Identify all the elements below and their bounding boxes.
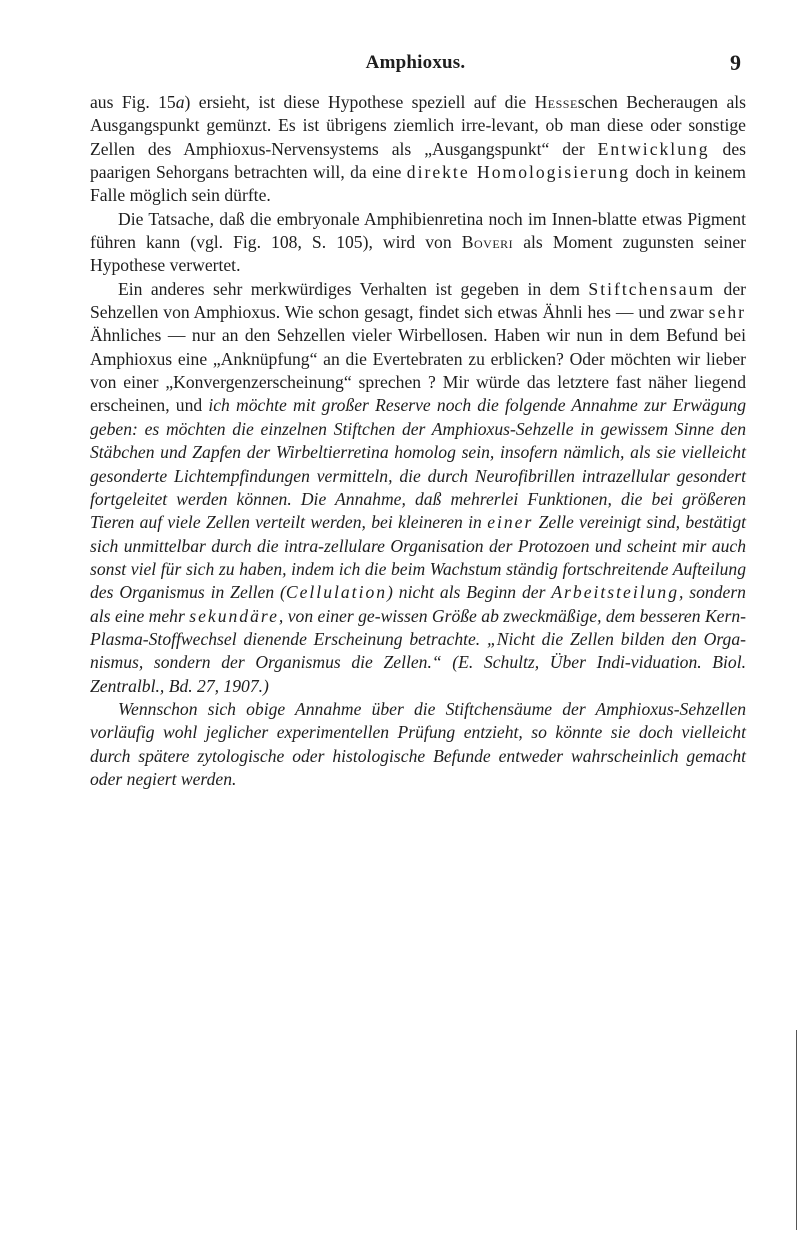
text-run: Die Tatsache, daß die embryonale Amphibienretina noch im Innen-blatte etwas Pigment führen kann (vgl. Fig. 108, S. 105), wird von [90,208,746,253]
italic-run: , sondern als eine mehr [90,582,746,626]
spaced-emphasis: sehr [708,302,746,323]
paragraph-1 [90,91,746,208]
italic-run: a [175,92,185,112]
text-run: aus Fig. 15 [90,92,176,112]
text-run: schen Becheraugen als Ausgangspunkt gemünzt. Es ist übrigens ziemlich irre-levant, ob man diese oder sonstige Zellen des Amphioxus-Nervensystems als „Ausgangspunkt“ der [90,92,747,159]
page-number: 9 [730,50,741,75]
italic-run: Zelle vereinigt sind, bestätigt sich unmittelbar durch die intra-zellulare Organisation der Protozoen und scheint mir auch sonst viel für sich zu haben, indem ich die beim Wachstum ständig fortschreitende Aufteilung des Organismus in Zellen ( [90,512,746,603]
paragraph-4 [90,698,746,791]
spaced-emphasis: direkte Homologisierung [406,162,631,183]
italic-run: ich möchte mit großer Reserve noch die folgende Annahme zur Erwägung geben: es möchten die einzelnen Stiftchen der Amphioxus-Sehzelle in gewissem Sinne den Stäbchen und Zapfen der Wirbeltierretina homolog sein, insofern nämlich, als sie vielleicht gesonderte Lichtempfindungen vermitteln, die durch Neurofibrillen intrazellular gesondert fortgeleitet werden können. Die Annahme, daß mehrerlei Funktionen, die bei größeren Tieren auf viele Zellen verteilt werden, bei kleineren in [90,395,746,533]
paragraph-3 [90,278,746,698]
text-run: als Moment zugunsten seiner Hypothese verwertet. [90,232,746,276]
text-run: der Sehzellen von Amphioxus. Wie schon gesagt, findet sich etwas Ähnli hes — und zwar [90,278,746,323]
italic-run: ) nicht als Beginn der [387,582,552,603]
text-run: doch in keinem Falle möglich sein dürfte. [90,162,746,206]
body-text [90,91,746,791]
paragraph-2 [90,208,746,278]
italic-spaced-emphasis: einer [487,512,534,533]
text-run: ) ersieht, ist diese Hypothese speziell auf die [184,92,535,112]
page-edge-line [796,1030,797,1230]
italic-run: Wennschon sich obige Annahme über die Stiftchensäume der Amphioxus-Sehzellen vorläufig wohl jeglicher experimentellen Prüfung entzieht, so könnte sie doch vielleicht durch spätere zytologische oder histologische Befunde entweder wahrscheinlich gemacht oder negiert werden. [90,698,746,789]
running-title: Amphioxus. [365,52,466,73]
italic-run: , von einer ge-wissen Größe ab zweckmäßige, dem besseren Kern-Plasma-Stoffwechsel dienende Erscheinung betrachte. „Nicht die Zellen bilden den Orga-nismus, sondern der Organismus die Zellen.“ (E. Schultz, Über Indi-viduation. Biol. Zentralbl., Bd. 27, 1907.) [90,605,746,696]
text-run: des paarigen Sehorgans betrachten will, da eine [90,138,746,183]
running-header [90,52,741,76]
author-name-hesse: Hesse [534,92,578,112]
spaced-emphasis: Entwicklung [597,138,710,159]
author-name-boveri: Boveri [461,232,514,253]
text-run: Ähnliches — nur an den Sehzellen vieler Wirbellosen. Haben wir nun in dem Befund bei Amphioxus eine „Anknüpfung“ an die Evertebraten zu erblicken? Oder möchten wir lieber von einer „Konvergenzerscheinung“ sprechen ? Mir würde das letztere fast näher liegend erscheinen, und [90,325,746,416]
text-run: Ein anderes sehr merkwürdiges Verhalten ist gegeben in dem [118,278,589,299]
italic-spaced-emphasis: Cellulation [285,582,388,603]
italic-spaced-emphasis: Arbeitsteilung [551,582,679,603]
spaced-emphasis: Stiftchensaum [588,278,716,299]
italic-spaced-emphasis: sekundäre [189,605,279,626]
